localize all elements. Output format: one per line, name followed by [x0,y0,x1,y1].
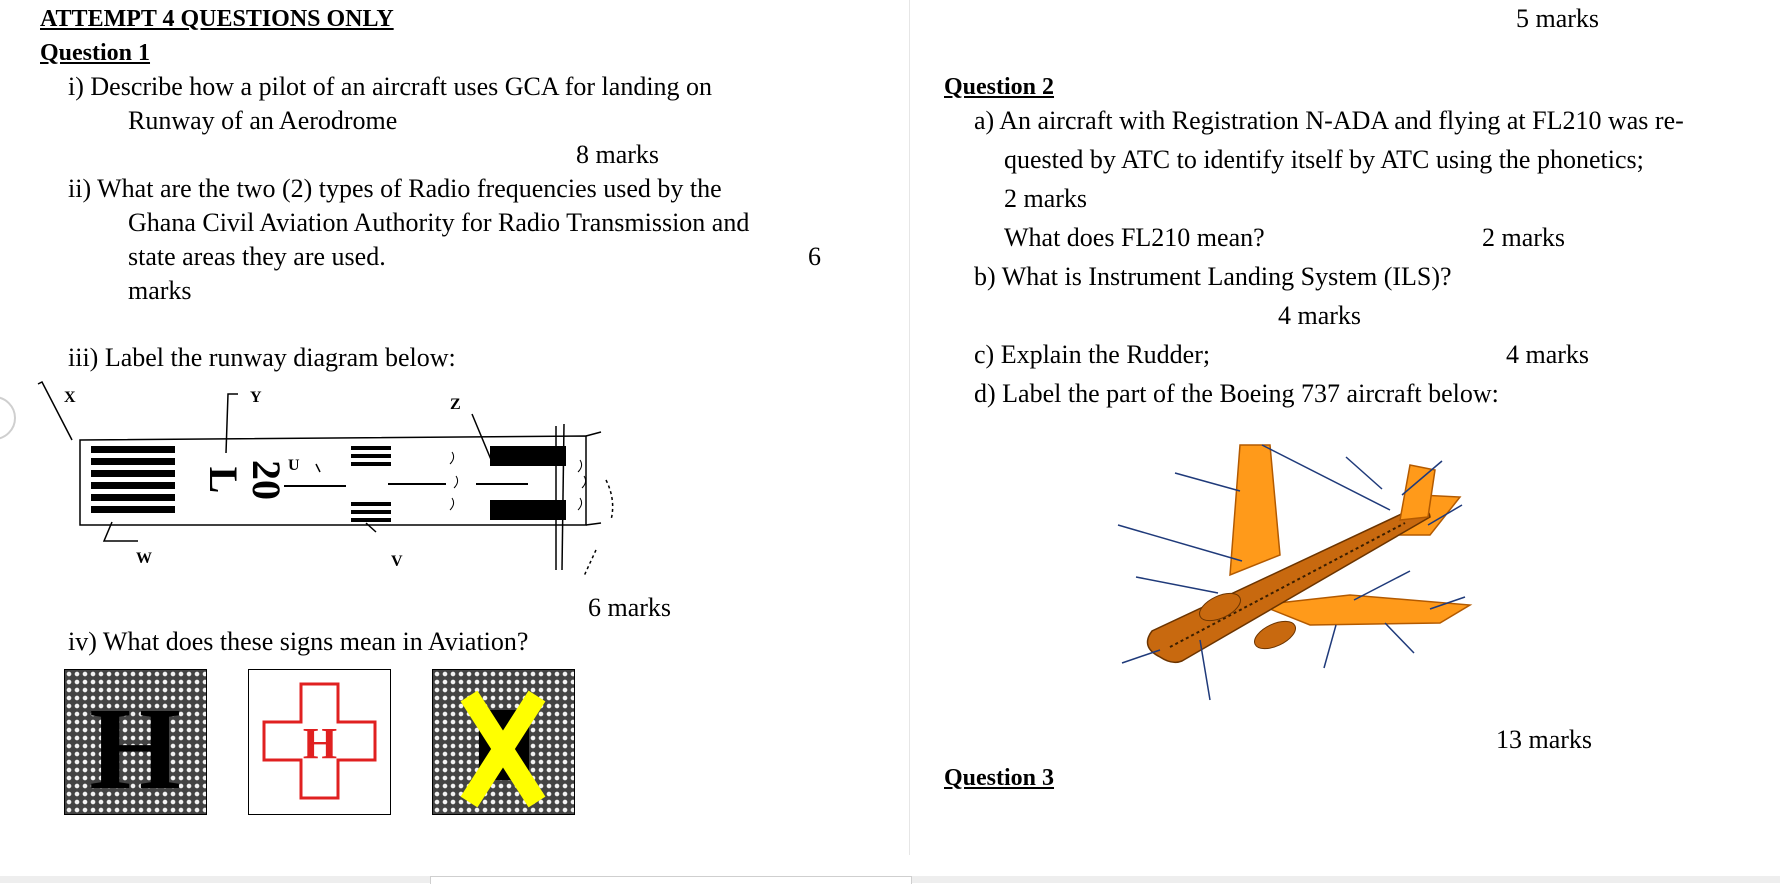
q2-d-text: d) Label the part of the Boeing 737 aircraft below: [974,379,1499,408]
runway-letter: L [201,466,246,494]
question-1-heading: Question 1 [40,40,151,66]
pointer-y [226,394,238,453]
q2-d-marks: 13 marks [1496,725,1593,754]
q1-i-marks: 8 marks [576,140,660,169]
q1-i-line1: i) Describe how a pilot of an aircraft uses GCA for landing on [68,72,713,101]
touchdown-bar [351,502,391,506]
label-y: Y [250,389,262,406]
touchdown-bar [351,454,391,458]
q1-ii-marks-word: marks [128,276,192,305]
aiming-point-bar [490,500,566,520]
sign-hospital-helipad [248,669,391,815]
threshold-markings [91,446,175,513]
aircraft-engine-2 [1250,616,1299,655]
q2-a-question2: What does FL210 mean? [1004,223,1265,252]
q2-c-text: c) Explain the Rudder; [974,340,1211,369]
pointer-z [472,414,492,462]
page-divider [909,0,910,855]
q2-a-marks: 2 marks [1004,184,1088,213]
sign-closed-x [432,669,575,815]
top-right-marks: 5 marks [1516,4,1600,33]
touchdown-bar [351,518,391,522]
document-title: ATTEMPT 4 QUESTIONS ONLY [40,6,394,32]
q1-iv-text: iv) What does these signs mean in Aviation? [68,627,529,656]
q1-iii-text: iii) Label the runway diagram below: [68,343,456,372]
q2-a-line2: quested by ATC to identify itself by ATC using the phonetics; [1004,145,1644,174]
touchdown-bar [351,446,391,450]
pointer-u [316,464,320,472]
touchdown-bar [351,510,391,514]
q1-ii-line2: Ghana Civil Aviation Authority for Radio Transmission and [128,208,750,237]
aiming-point-bar [490,446,566,466]
q2-c-marks: 4 marks [1506,340,1590,369]
q1-ii-marks-number: 6 [808,242,821,271]
boeing-737-diagram [1010,425,1580,715]
sign-helipad-h [64,669,207,815]
touchdown-bar [351,462,391,466]
label-u: U [288,457,300,474]
runway-break-line-2 [562,424,564,570]
q2-b-marks: 4 marks [1278,301,1362,330]
runway-number: 20 [244,460,289,500]
sign-cross-letter: H [302,719,338,768]
q1-ii-line1: ii) What are the two (2) types of Radio frequencies used by the [68,174,722,203]
q2-b-text: b) What is Instrument Landing System (ILS)? [974,262,1452,291]
label-z: Z [450,396,461,413]
page-scroll-handle[interactable] [0,396,16,440]
q2-a-line1: a) An aircraft with Registration N-ADA and flying at FL210 was re- [974,106,1684,135]
q2-a-question2-marks: 2 marks [1482,223,1566,252]
sign-h-letter: H [89,683,181,814]
label-v: V [391,553,403,570]
q1-i-line2: Runway of an Aerodrome [128,106,398,135]
aircraft-right-wing [1260,595,1470,625]
q1-iii-marks: 6 marks [588,593,672,622]
aircraft-left-wing [1230,445,1280,575]
runway-diagram [36,380,636,580]
q1-ii-line3: state areas they are used. [128,242,386,271]
question-2-heading: Question 2 [944,74,1055,100]
label-w: W [136,550,152,567]
label-x: X [64,389,76,406]
question-3-heading: Question 3 [944,765,1055,791]
